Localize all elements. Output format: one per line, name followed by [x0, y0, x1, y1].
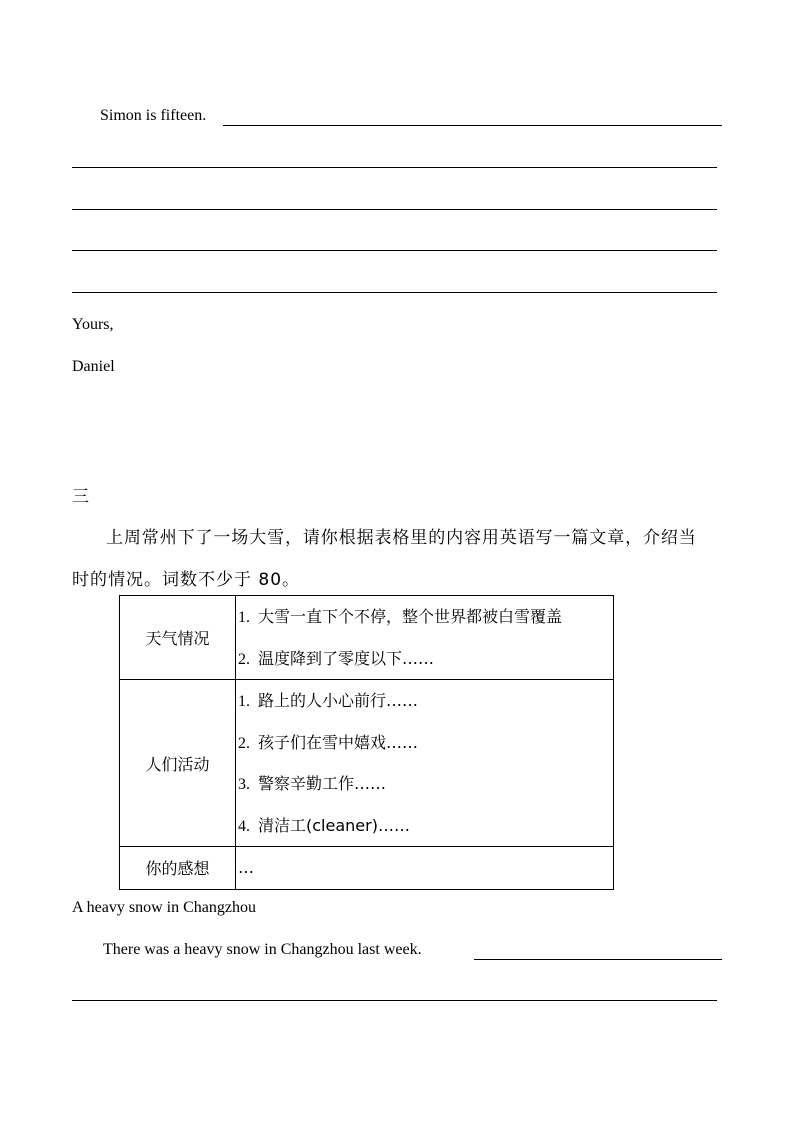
table-row: [120, 596, 614, 680]
answer-line[interactable]: [72, 250, 717, 251]
answer-line[interactable]: [72, 292, 717, 293]
essay-first-line: There was a heavy snow in Changzhou last week.: [103, 941, 422, 958]
row-label: 人们活动: [120, 680, 236, 847]
answer-line[interactable]: [223, 125, 722, 126]
row-content: [236, 596, 614, 680]
info-table: [119, 595, 614, 890]
letter-signature: Daniel: [72, 358, 115, 375]
row-label: 你的感想: [120, 847, 236, 890]
row-label: 天气情况: [120, 596, 236, 680]
letter-first-line: Simon is fifteen.: [100, 107, 207, 124]
list-item: 1. 路上的人小心前行……: [238, 691, 419, 710]
answer-line[interactable]: [72, 1000, 717, 1001]
row-content: [236, 680, 614, 847]
row-content: [236, 847, 614, 890]
list-item: …: [238, 858, 254, 877]
list-item: 1. 大雪一直下个不停，整个世界都被白雪覆盖: [238, 607, 563, 626]
answer-line[interactable]: [474, 959, 722, 960]
list-item: 3. 警察辛勤工作……: [238, 774, 387, 793]
list-item: 2. 温度降到了零度以下……: [238, 648, 435, 668]
instruction-line-2: 时的情况。词数不少于 80。: [72, 570, 301, 590]
answer-line[interactable]: [72, 167, 717, 168]
table-row: [120, 847, 614, 890]
instruction-line-1: 上周常州下了一场大雪，请你根据表格里的内容用英语写一篇文章，介绍当: [106, 528, 697, 548]
letter-closing: Yours,: [72, 316, 114, 333]
answer-line[interactable]: [72, 209, 717, 210]
table-row: [120, 680, 614, 847]
section-number: 三: [72, 487, 90, 507]
list-item: 4. 清洁工(cleaner)……: [238, 815, 410, 835]
list-item: 2. 孩子们在雪中嬉戏……: [238, 732, 419, 752]
essay-title: A heavy snow in Changzhou: [72, 899, 256, 916]
